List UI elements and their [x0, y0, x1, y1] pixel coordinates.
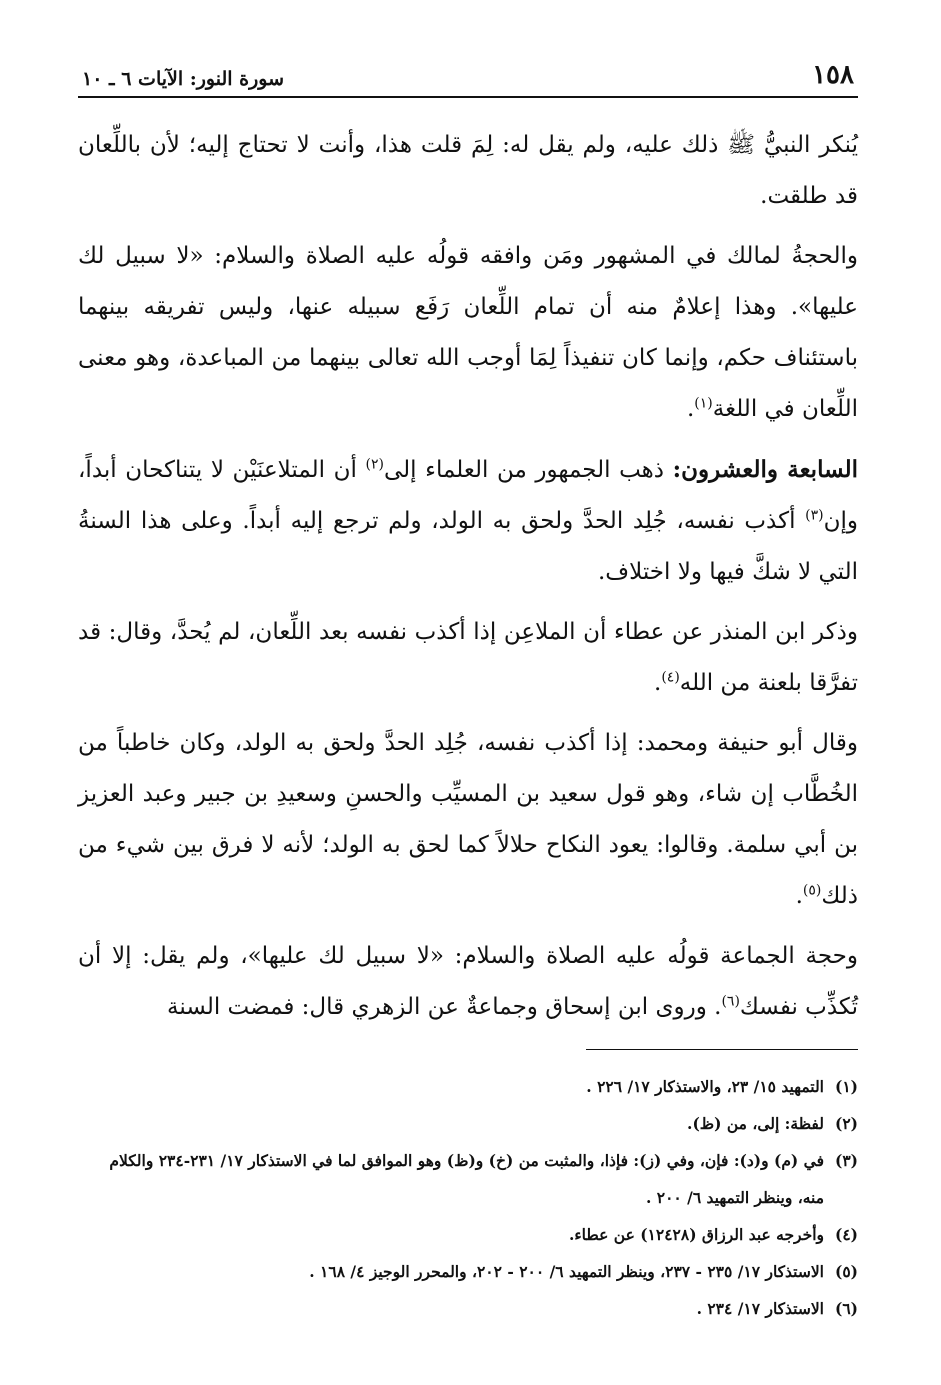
- book-page: [78, 60, 858, 1327]
- paragraph-2-end: .: [686, 396, 695, 422]
- footnote-text: في (م) و(د): فإن، وفي (ز): فإذا، والمثبت من (خ) و(ظ) وهو الموافق لما في الاستذكار ١٧/ ٢٣١-٢٣٤ والكلام منه، وينظر التمهيد ٦/ ٢٠٠ .: [109, 1151, 824, 1207]
- footnote-separator: [586, 1049, 858, 1050]
- footnote-number: (٦): [834, 1299, 858, 1318]
- paragraph-3-text-a: ذهب الجمهور من العلماء إلى: [383, 457, 673, 483]
- paragraph-3-text-b: أن المتلاعنَيْن لا يتناكحان أبداً، وإن: [78, 457, 858, 534]
- paragraph-4: [78, 607, 858, 709]
- footnote-text: وأخرجه عبد الرزاق (١٢٤٢٨) عن عطاء.: [569, 1225, 824, 1244]
- footnote-ref-6[interactable]: (٦): [721, 993, 740, 1010]
- footnote-ref-2[interactable]: (٢): [365, 456, 384, 473]
- footnote-item: [78, 1142, 858, 1216]
- paragraph-1-text: يُنكر النبيُّ ﷺ ذلك عليه، ولم يقل له: لِمَ قلت هذا، وأنت لا تحتاج إليه؛ لأن باللِّعان قد طلقت.: [78, 132, 858, 209]
- paragraph-3: [78, 444, 858, 598]
- footnote-item: [78, 1105, 858, 1142]
- footnote-item: [78, 1290, 858, 1327]
- page-header: [78, 60, 858, 96]
- footnote-text: لفظة: إلى، من (ظ).: [687, 1114, 824, 1133]
- footnote-text: الاستذكار ١٧/ ٢٣٤ .: [696, 1299, 824, 1318]
- footnote-text: الاستذكار ١٧/ ٢٣٥ - ٢٣٧، وينظر التمهيد ٦/ ٢٠٠ - ٢٠٢، والمحرر الوجيز ٤/ ١٦٨ .: [309, 1262, 824, 1281]
- footnote-ref-3[interactable]: (٣): [805, 507, 824, 524]
- footnote-item: [78, 1068, 858, 1105]
- section-heading-27: السابعة والعشرون:: [672, 456, 858, 483]
- footnote-ref-5[interactable]: (٥): [802, 882, 822, 899]
- footnote-number: (٣): [834, 1151, 858, 1170]
- paragraph-6: [78, 931, 858, 1033]
- paragraph-2: [78, 231, 858, 435]
- paragraph-5-end: .: [795, 883, 803, 909]
- footnote-number: (٤): [834, 1225, 858, 1244]
- footnote-ref-1[interactable]: (١): [694, 395, 713, 412]
- header-rule: [78, 96, 858, 98]
- footnote-item: [78, 1253, 858, 1290]
- footnote-ref-4[interactable]: (٤): [661, 669, 680, 686]
- paragraph-1: [78, 120, 858, 222]
- body-text: [78, 120, 858, 1033]
- paragraph-4-end: .: [654, 670, 662, 696]
- footnote-item: [78, 1216, 858, 1253]
- page-number: ١٥٨: [812, 60, 854, 90]
- footnote-text: التمهيد ١٥/ ٢٣، والاستذكار ١٧/ ٢٢٦ .: [586, 1077, 824, 1096]
- running-title: سورة النور: الآيات ٦ ـ ١٠: [82, 68, 285, 90]
- paragraph-3-text-c: أكذب نفسه، جُلِد الحدَّ ولحق به الولد، ولم ترجع إليه أبداً. وعلى هذا السنةُ التي لا شكَّ فيها ولا اختلاف.: [78, 508, 858, 585]
- paragraph-5: [78, 718, 858, 922]
- paragraph-6-text-b: . وروى ابن إسحاق وجماعةٌ عن الزهري قال: فمضت السنة: [167, 994, 722, 1020]
- paragraph-5-text: وقال أبو حنيفة ومحمد: إذا أكذب نفسه، جُلِد الحدَّ ولحق به الولد، وكان خاطباً من الخُطَّاب إن شاء، وهو قول سعيد بن المسيِّب والحسنِ وسعيدِ بن جبير وعبد العزيز بن أبي سلمة. وقالوا: يعود النكاح حلالاً كما لحق به الولد؛ لأنه لا فرق بين شيء من ذلك: [78, 730, 858, 909]
- footnotes: [78, 1068, 858, 1327]
- paragraph-2-text: والحجةُ لمالك في المشهور ومَن وافقه قولُه عليه الصلاة والسلام: «لا سبيل لك عليها». وهذا إعلامٌ منه أن تمام اللِّعان رَفَع سبيله عنها، وليس تفريقه بينهما باستئناف حكم، وإنما كان تنفيذاً لِمَا أوجب الله تعالى بينهما من المباعدة، وهو معنى اللِّعان في اللغة: [78, 243, 858, 422]
- paragraph-4-text: وذكر ابن المنذر عن عطاء أن الملاعِن إذا أكذب نفسه بعد اللِّعان، لم يُحدَّ، وقال: قد تفرَّقا بلعنة من الله: [78, 619, 858, 696]
- footnote-number: (٥): [834, 1262, 858, 1281]
- paragraph-6-text-a: وحجة الجماعة قولُه عليه الصلاة والسلام: «لا سبيل لك عليها»، ولم يقل: إلا أن تُكذِّب نفسك: [78, 943, 858, 1020]
- footnote-number: (٢): [834, 1114, 858, 1133]
- footnote-number: (١): [834, 1077, 858, 1096]
